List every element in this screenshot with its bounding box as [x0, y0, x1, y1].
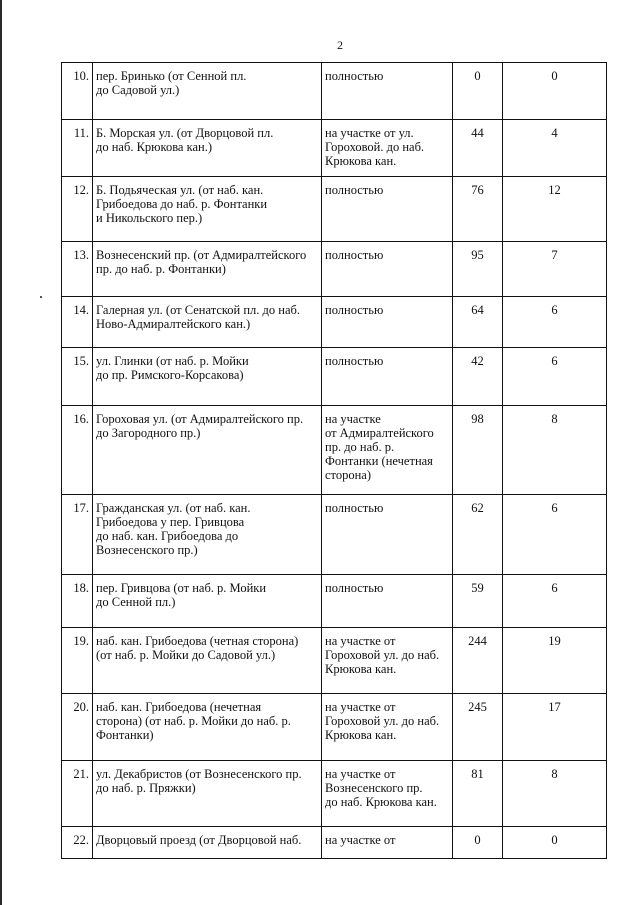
value-column-2: 6 — [503, 297, 607, 348]
table-row — [62, 761, 607, 827]
value-column-2: 8 — [503, 761, 607, 827]
row-number: 14. — [62, 297, 93, 348]
street-description: Дворцовый проезд (от Дворцовой наб. — [93, 827, 322, 859]
scan-speck — [40, 296, 42, 298]
table-row — [62, 827, 607, 859]
row-number: 15. — [62, 348, 93, 406]
table-row — [62, 495, 607, 575]
row-number: 10. — [62, 63, 93, 120]
street-description: ул. Глинки (от наб. р. Мойки до пр. Римского-Корсакова) — [93, 348, 322, 406]
street-description: Гороховая ул. (от Адмиралтейского пр. до Загородного пр.) — [93, 406, 322, 495]
value-column-2: 0 — [503, 827, 607, 859]
value-column-1: 76 — [453, 177, 503, 242]
value-column-1: 244 — [453, 628, 503, 694]
street-description: пер. Бринько (от Сенной пл. до Садовой ул.) — [93, 63, 322, 120]
street-description: наб. кан. Грибоедова (нечетная сторона) (от наб. р. Мойки до наб. р. Фонтанки) — [93, 694, 322, 761]
scan-edge-shadow — [0, 0, 2, 905]
row-number: 19. — [62, 628, 93, 694]
table-row — [62, 694, 607, 761]
row-number: 21. — [62, 761, 93, 827]
row-number: 17. — [62, 495, 93, 575]
table-row — [62, 406, 607, 495]
value-column-2: 17 — [503, 694, 607, 761]
table-row — [62, 177, 607, 242]
value-column-1: 44 — [453, 120, 503, 177]
section-scope: полностью — [322, 495, 453, 575]
table-row — [62, 575, 607, 628]
value-column-2: 0 — [503, 63, 607, 120]
value-column-1: 95 — [453, 242, 503, 297]
street-description: Б. Подьяческая ул. (от наб. кан. Грибоедова до наб. р. Фонтанки и Никольского пер.) — [93, 177, 322, 242]
street-description: Гражданская ул. (от наб. кан. Грибоедова у пер. Гривцова до наб. кан. Грибоедова до Вознесенского пр.) — [93, 495, 322, 575]
value-column-1: 64 — [453, 297, 503, 348]
value-column-2: 6 — [503, 348, 607, 406]
street-description: наб. кан. Грибоедова (четная сторона) (от наб. р. Мойки до Садовой ул.) — [93, 628, 322, 694]
table-row — [62, 63, 607, 120]
section-scope: на участке от Гороховой ул. до наб. Крюкова кан. — [322, 628, 453, 694]
section-scope: на участке от ул. Гороховой. до наб. Крюкова кан. — [322, 120, 453, 177]
value-column-2: 8 — [503, 406, 607, 495]
table-row — [62, 242, 607, 297]
section-scope: на участке от Вознесенского пр. до наб. Крюкова кан. — [322, 761, 453, 827]
section-scope: полностью — [322, 297, 453, 348]
section-scope: полностью — [322, 177, 453, 242]
value-column-1: 81 — [453, 761, 503, 827]
value-column-2: 6 — [503, 575, 607, 628]
value-column-1: 62 — [453, 495, 503, 575]
table-row — [62, 628, 607, 694]
street-description: Галерная ул. (от Сенатской пл. до наб. Ново-Адмиралтейского кан.) — [93, 297, 322, 348]
value-column-1: 98 — [453, 406, 503, 495]
row-number: 18. — [62, 575, 93, 628]
street-description: Вознесенский пр. (от Адмиралтейского пр. до наб. р. Фонтанки) — [93, 242, 322, 297]
streets-table — [61, 62, 607, 859]
section-scope: полностью — [322, 63, 453, 120]
table-row — [62, 348, 607, 406]
table-row — [62, 120, 607, 177]
section-scope: полностью — [322, 575, 453, 628]
value-column-2: 7 — [503, 242, 607, 297]
value-column-2: 12 — [503, 177, 607, 242]
value-column-1: 42 — [453, 348, 503, 406]
row-number: 16. — [62, 406, 93, 495]
row-number: 22. — [62, 827, 93, 859]
section-scope: полностью — [322, 348, 453, 406]
row-number: 12. — [62, 177, 93, 242]
page-number: 2 — [337, 38, 343, 52]
section-scope: на участке от Гороховой ул. до наб. Крюкова кан. — [322, 694, 453, 761]
table-row — [62, 297, 607, 348]
value-column-2: 19 — [503, 628, 607, 694]
row-number: 11. — [62, 120, 93, 177]
value-column-2: 6 — [503, 495, 607, 575]
row-number: 20. — [62, 694, 93, 761]
value-column-1: 0 — [453, 63, 503, 120]
street-description: ул. Декабристов (от Вознесенского пр. до наб. р. Пряжки) — [93, 761, 322, 827]
value-column-1: 59 — [453, 575, 503, 628]
row-number: 13. — [62, 242, 93, 297]
value-column-1: 245 — [453, 694, 503, 761]
section-scope: на участке от Адмиралтейского пр. до наб. р. Фонтанки (нечетная сторона) — [322, 406, 453, 495]
street-description: пер. Гривцова (от наб. р. Мойки до Сенной пл.) — [93, 575, 322, 628]
street-description: Б. Морская ул. (от Дворцовой пл. до наб. Крюкова кан.) — [93, 120, 322, 177]
section-scope: полностью — [322, 242, 453, 297]
value-column-1: 0 — [453, 827, 503, 859]
value-column-2: 4 — [503, 120, 607, 177]
section-scope: на участке от — [322, 827, 453, 859]
